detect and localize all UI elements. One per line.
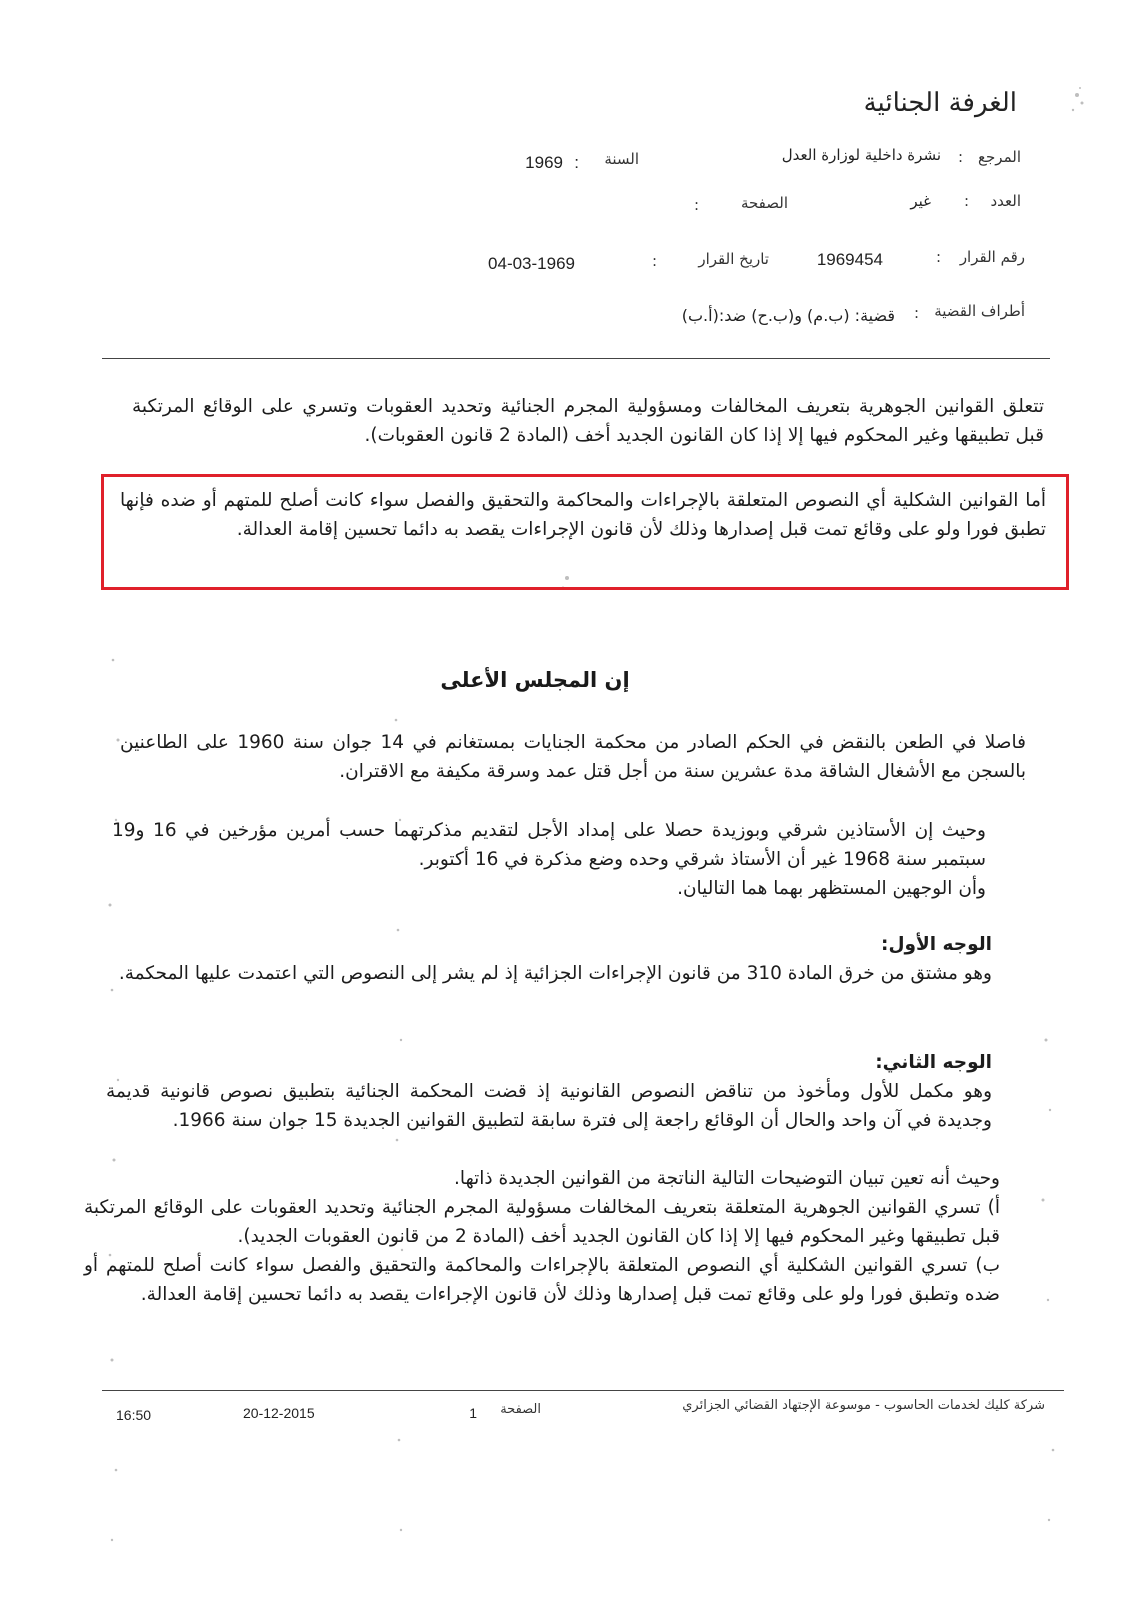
ground-2-text: وهو مكمل للأول ومأخوذ من تناقض النصوص القانونية إذ قضت المحكمة الجنائية بتطبيق نصوص قانونية قديمة وجديدة في آن واحد والحال أن الوقائع راجعة إلى فترة سابقة لتطبيق القوانين الجديدة 15 جوان سنة 1966. (106, 1081, 992, 1131)
issue-value: غير (910, 192, 931, 210)
year-label: السنة (604, 150, 639, 168)
parties-label: أطراف القضية (934, 302, 1025, 320)
summary-text-2: أما القوانين الشكلية أي النصوص المتعلقة بالإجراءات والمحاكمة والتحقيق والفصل سواء كانت أصلح للمتهم أو ضده فإنها تطبق فورا ولو على وقائع تمت قبل إصدارها وذلك لأن قانون الإجراءات يقصد به دائما تحسين إقامة العدالة. (120, 490, 1046, 540)
parties-value: قضية: (ب.م) و(ب.ح) ضد:(أ.ب) (681, 306, 895, 325)
footer-publisher: شركة كليك لخدمات الحاسوب - موسوعة الإجتهاد القضائي الجزائري (682, 1398, 1045, 1413)
body-paragraph-2 (112, 816, 986, 903)
decision-date-value: 04-03-1969 (488, 254, 575, 273)
footer-time: 16:50 (116, 1407, 152, 1423)
footer-date: 20-12-2015 (243, 1405, 315, 1421)
footer-page-label: الصفحة (500, 1402, 541, 1417)
year-colon: : (574, 153, 579, 172)
ground-1 (96, 930, 992, 988)
decision-number-value: 1969454 (816, 250, 883, 269)
decision-number-label: رقم القرار (959, 248, 1025, 266)
reference-label: المرجع (978, 148, 1021, 166)
ground-1-text: وهو مشتق من خرق المادة 310 من قانون الإجراءات الجزائية إذ لم يشر إلى النصوص التي اعتمدت عليها المحكمة. (118, 963, 992, 984)
chamber-title: الغرفة الجنائية (863, 88, 1017, 118)
page-colon: : (693, 196, 699, 214)
page-label: الصفحة (740, 194, 788, 212)
parties-colon: : (913, 304, 919, 322)
item-b: ب) تسري القوانين الشكلية أي النصوص المتعلقة بالإجراءات والمحاكمة والتحقيق والفصل سواء كانت أصلح للمتهم أو ضده وتطبق فورا ولو على وقائع تمت قبل إصدارها وذلك لأن قانون الإجراءات يقصد به دائما تحسين إقامة العدالة. (84, 1255, 1000, 1305)
summary-text-1: تتعلق القوانين الجوهرية بتعريف المخالفات ومسؤولية المجرم الجنائية وتحديد العقوبات وتسري على الوقائع المرتكبة قبل تطبيقها وغير المحكوم فيها إلا إذا كان القانون الجديد أخف (المادة 2 قانون العقوبات). (132, 396, 1044, 446)
reference-colon: : (957, 148, 963, 166)
reference-value: نشرة داخلية لوزارة العدل (781, 146, 941, 164)
body-paragraph-1 (120, 728, 1026, 786)
footer-page-number: 1 (469, 1405, 477, 1421)
body-paragraph-3 (84, 1164, 1000, 1309)
issue-label: العدد (990, 192, 1021, 210)
body-text-2a: وحيث إن الأستاذين شرقي وبوزيدة حصلا على إمداد الأجل لتقديم مذكرتهما حسب أمرين مؤرخين في 16 و19 سبتمبر سنة 1968 غير أن الأستاذ شرقي وحده وضع مذكرة في 16 أكتوبر. (112, 820, 986, 870)
year-value: 1969 (525, 153, 563, 172)
issue-colon: : (963, 192, 969, 210)
decision-date-label: تاريخ القرار (698, 250, 769, 268)
footer-divider (102, 1390, 1064, 1391)
decision-number-colon: : (935, 248, 941, 266)
decision-date-colon: : (651, 252, 657, 270)
ground-2 (106, 1048, 992, 1135)
court-heading: إن المجلس الأعلى (440, 668, 630, 692)
ground-1-title: الوجه الأول: (881, 934, 992, 955)
body-text-2b: وأن الوجهين المستظهر بهما هما التاليان. (677, 878, 986, 899)
item-a: أ) تسري القوانين الجوهرية المتعلقة بتعريف المخالفات مسؤولية المجرم الجنائية وتحديد العقوبات على الوقائع المرتكبة قبل تطبيقها وغير المحكوم فيها إلا إذا كان القانون الجديد أخف (المادة 2 من قانون العقوبات الجديد). (84, 1197, 1000, 1247)
body-text-3: وحيث أنه تعين تبيان التوضيحات التالية الناتجة من القوانين الجديدة ذاتها. (454, 1168, 1000, 1189)
summary-paragraph-2 (120, 486, 1046, 544)
ground-2-title: الوجه الثاني: (875, 1052, 992, 1073)
body-text-1: فاصلا في الطعن بالنقض في الحكم الصادر من محكمة الجنايات بمستغانم في 14 جوان سنة 1960 على الطاعنين بالسجن مع الأشغال الشاقة مدة عشرين سنة من أجل قتل عمد وسرقة مكيفة مع الاقتران. (120, 732, 1026, 782)
header-divider (102, 358, 1050, 359)
summary-paragraph-1 (132, 392, 1044, 450)
